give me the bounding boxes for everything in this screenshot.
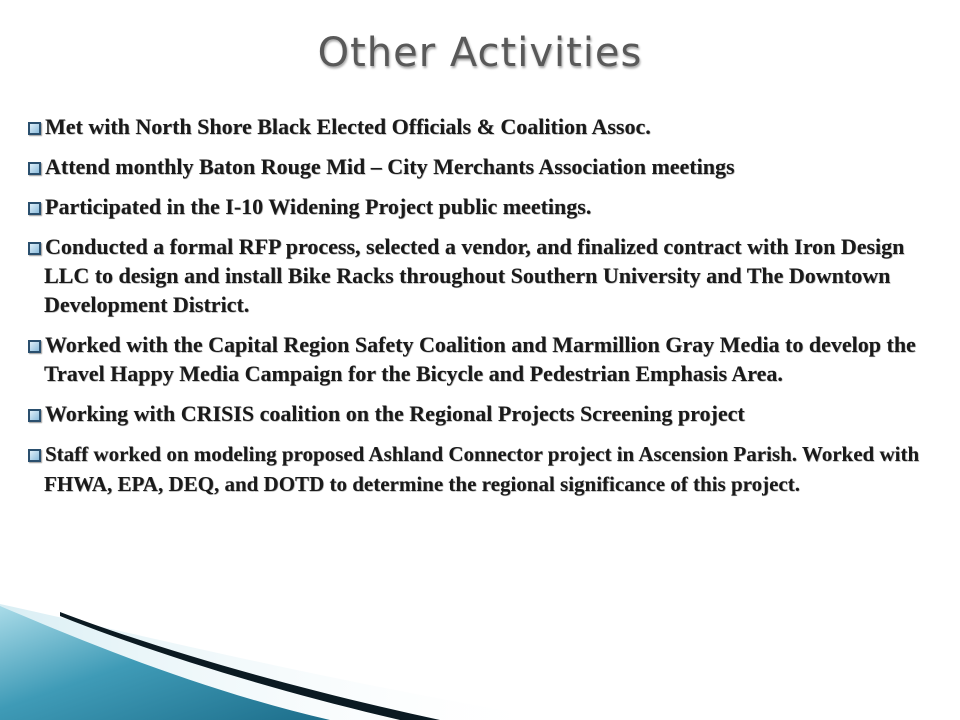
slide-title: Other Activities xyxy=(317,30,643,76)
activities-list xyxy=(26,112,946,510)
checkbox-square-icon xyxy=(28,162,41,175)
list-item-text: Conducted a formal RFP process, selected a vendor, and finalized contract with Iron Design LLC to design and install Bike Racks throughout Southern University and The Downtown Development District. xyxy=(44,234,905,317)
list-item xyxy=(26,439,946,499)
checkbox-square-icon xyxy=(28,202,41,215)
list-item xyxy=(26,399,946,428)
checkbox-square-icon xyxy=(28,122,41,135)
checkbox-square-icon xyxy=(28,449,41,462)
checkbox-square-icon xyxy=(28,242,41,255)
list-item-text: Participated in the I-10 Widening Project public meetings. xyxy=(45,194,592,219)
list-item xyxy=(26,232,946,319)
checkbox-square-icon xyxy=(28,409,41,422)
list-item xyxy=(26,152,946,181)
list-item xyxy=(26,330,946,388)
list-item xyxy=(26,192,946,221)
list-item-text: Attend monthly Baton Rouge Mid – City Merchants Association meetings xyxy=(45,154,735,179)
list-item-text: Met with North Shore Black Elected Officials & Coalition Assoc. xyxy=(45,114,651,139)
list-item xyxy=(26,112,946,141)
checkbox-square-icon xyxy=(28,340,41,353)
list-item-text: Working with CRISIS coalition on the Regional Projects Screening project xyxy=(45,401,745,426)
list-item-text: Worked with the Capital Region Safety Coalition and Marmillion Gray Media to develop the Travel Happy Media Campaign for the Bicycle and Pedestrian Emphasis Area. xyxy=(44,332,916,386)
list-item-text: Staff worked on modeling proposed Ashland Connector project in Ascension Parish. Worked with FHWA, EPA, DEQ, and DOTD to determine the regional significance of this project. xyxy=(44,442,920,496)
